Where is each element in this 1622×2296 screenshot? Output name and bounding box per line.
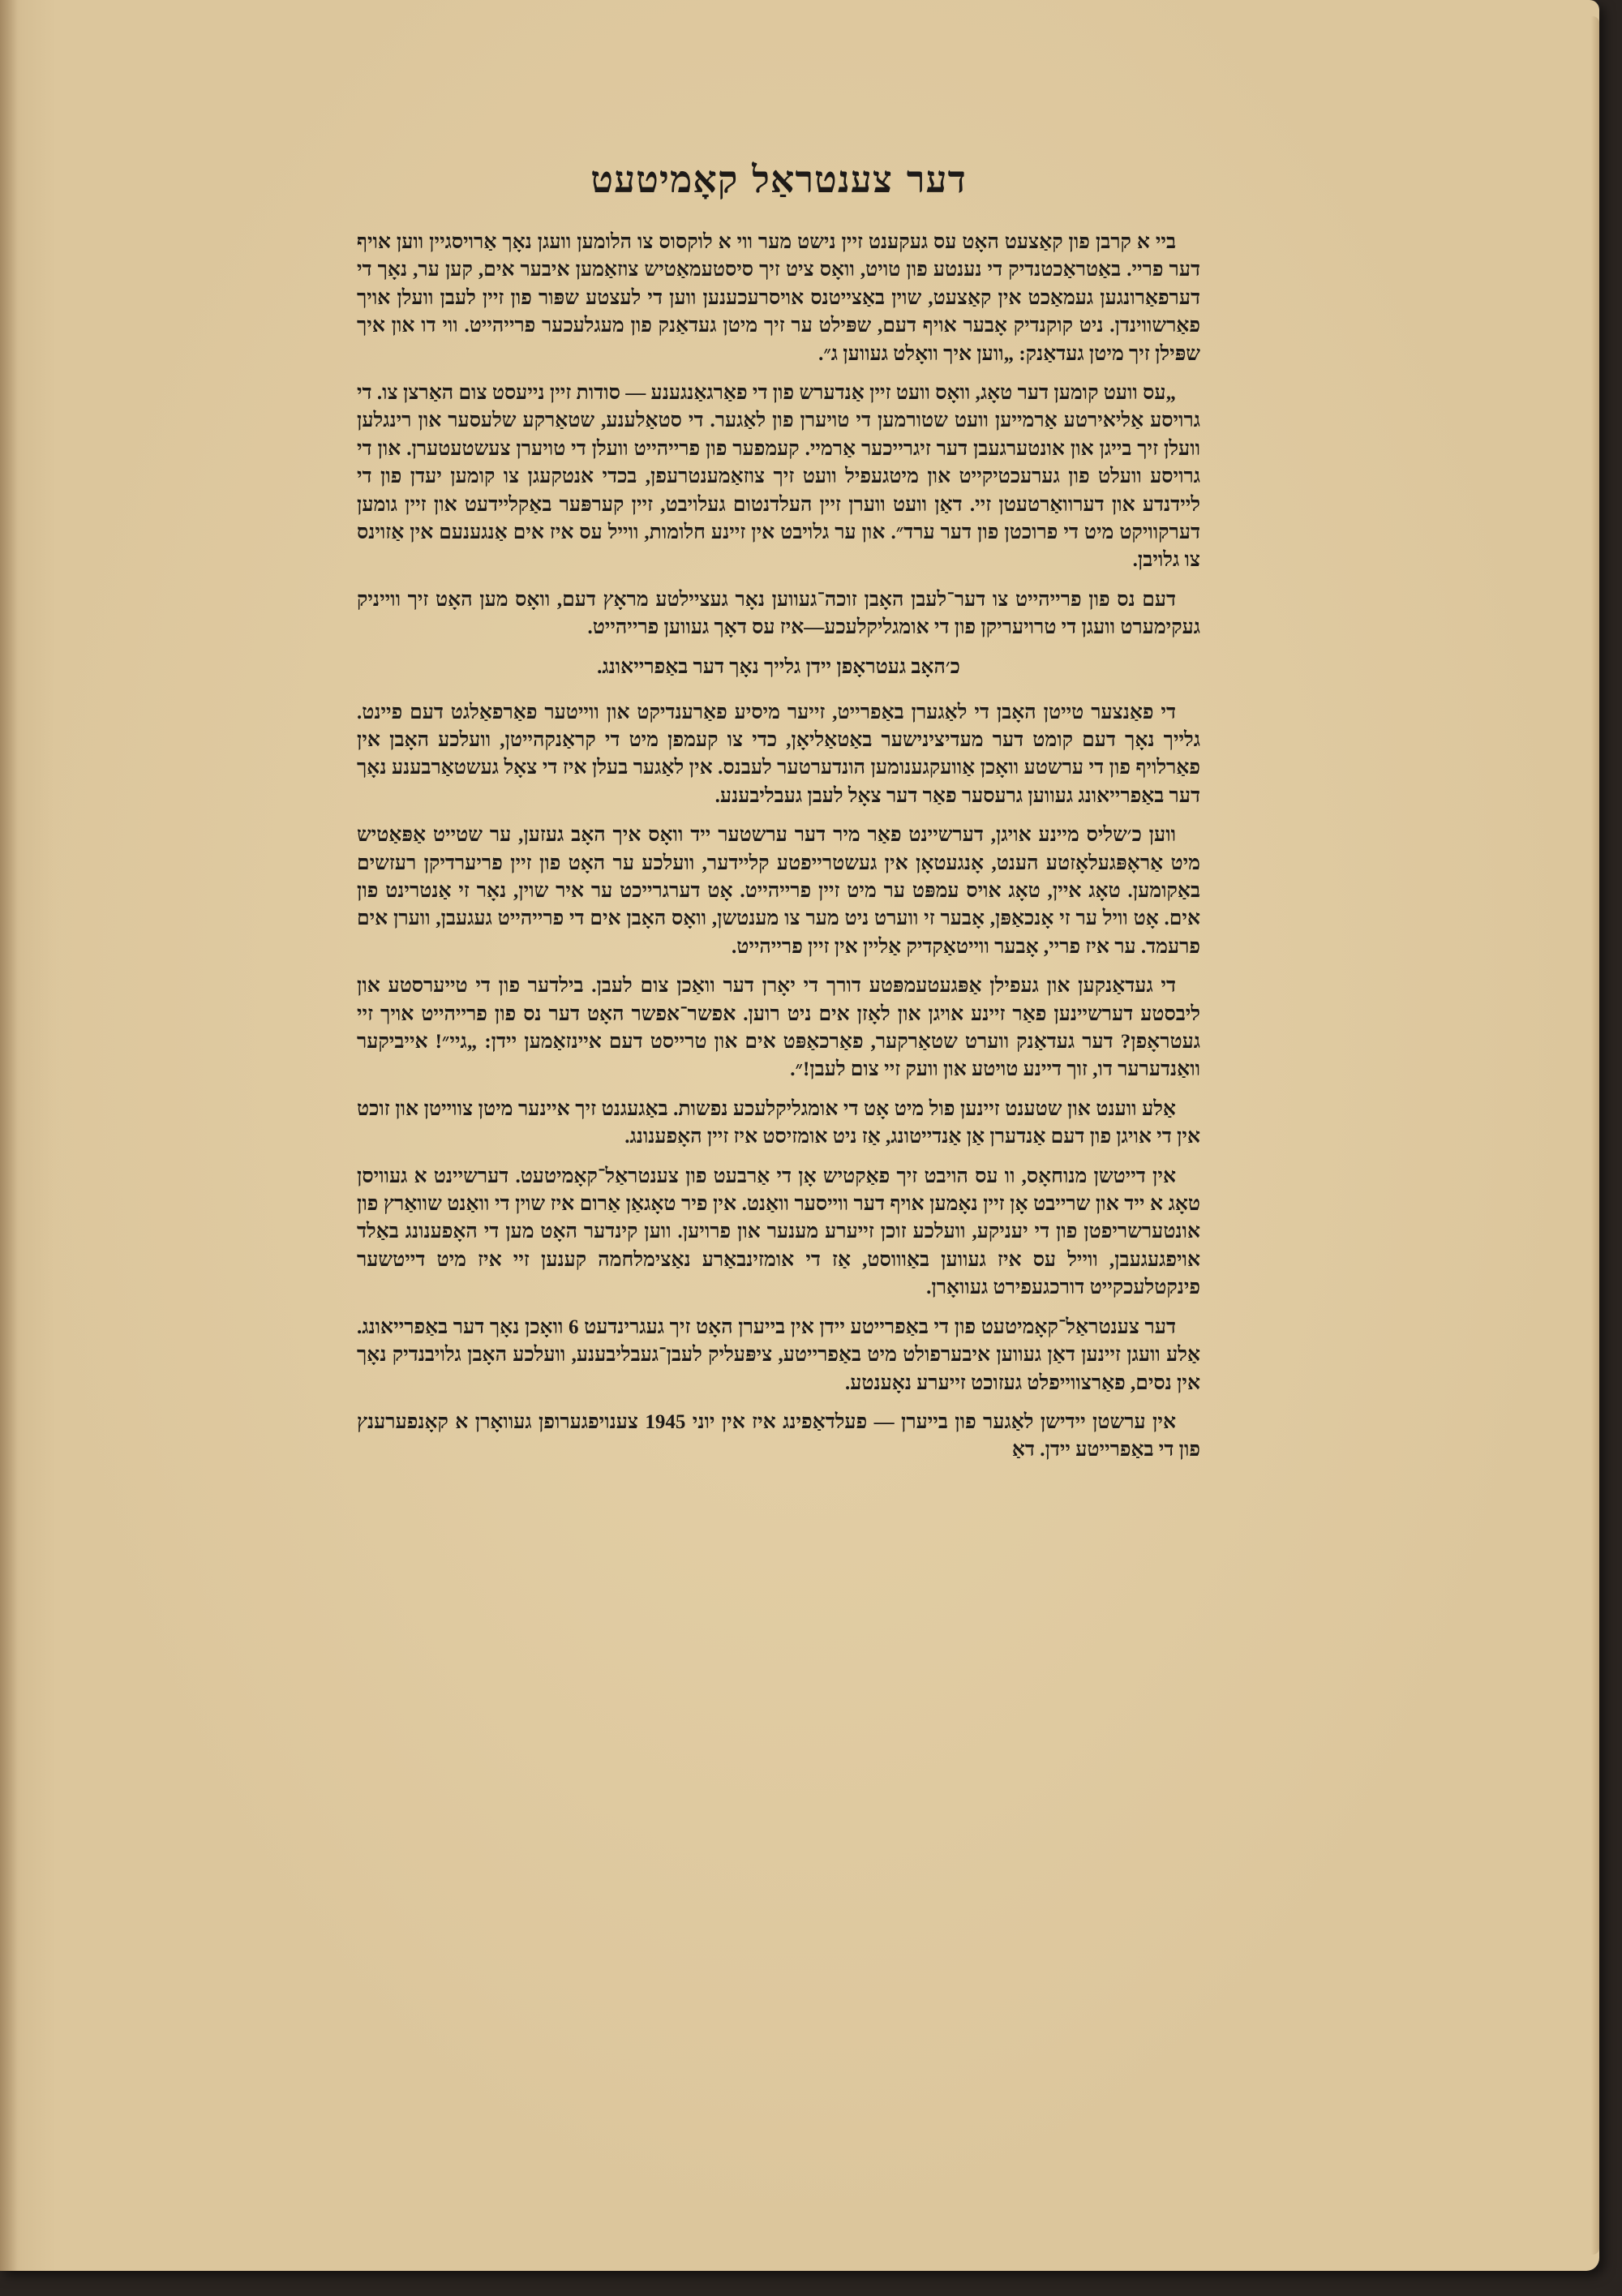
paragraph-9: דער צענטראַל־קאָמיטעט פון די באַפרייטע יידן אין בייערן האָט זיך געגרינדעט 6 וואָכן נאָך דער באַפרייאונג. אַלע וועגן זיינען דאַן געווען איבערפולט מיט באַפרייטע, ציפּעליק לעבן־געבליבענע, וועלכע האָבן גלויבנדיק נאָך אין נסים, פאַרצווייפלט געזוכט זייערע נאָענטע. (357, 1315, 1200, 1394)
paragraph-8: אין דייטשן מנוחאָס, וו עס הויבט זיך פאַקטיש אָן די אַרבעט פון צענטראַל־קאָמיטעט. דערשיינט א געוויסן טאָג א ייד און שרייבט אָן זיין נאָמען אויף דער ווייסער וואַנט. אין פיר טאָגאַן אַרום איז שוין די וואַנט שוואַרץ פון אונטערשריפטן פון די יעניקע, וועלכע זוכן זייערע מענער און פרויען. ווען קינדער האָט מען די האָפענונג באַלד אויפגעגעבן, ווייל עס איז געווען באַוווסט, אַז די אומזינבאַרע נאַצימלחמה קענען זיי איז מיט דייטשער פינקטלעכקייט דורכגעפירט געוואָרן. (357, 1165, 1200, 1299)
article (357, 158, 1200, 1476)
paragraph-6: די געדאַנקען און געפילן אַפּגעטעמפּטע דורך די יאָרן דער וואַכן צום לעבן. בילדער פון די טייערסטע און ליבסטע דערשיינען פאַר זיינע אויגן און לאָזן אים ניט רוען. אפשר־אפשר האָט דער נס פון פרייהייט אויך זיי געטראָפן? דער געדאַנק ווערט שטאַרקער, פאַרכאַפּט אים און טרייסט דעם איינזאַמען יידן: „גיי״! אייביקער וואַנדערער דו, זוך דיינע טויטע און וועק זיי צום לעבן!״. (357, 975, 1200, 1081)
paragraph-2: „עס וועט קומען דער טאָג, וואָס וועט זיין אַנדערש פון די פאַרגאַנגענע — סודות זיין נייעסט צום האַרצן צו. די גרויסע אַליאירטע אַרמייען וועט שטורמען די טויערן פון לאַגער. די סטאַלענע, שטאַרקע שלעסער און רינגלען וועלן זיך בייגן און אונטערגעבן דער זיגרייכער אַרמיי. קעמפער פון פרייהייט וועלן די טויערן צעשטעטערן. און די גרויסע וועלט פון גערעכטיקייט און מיטגעפיל וועט זיך צוזאַמענטרעפן, בכדי אנטקעגן צו קומען יעדן פון די ליידנדע און דערוואַרטעטן זיי. דאַן וועט ווערן זיין העלדנטום געלויבט, זיין קערפּער באַקליידעט און זיין גומען דערקוויקט מיט די פרוכטן פון דער ערד״. און ער גלויבט אין זיינע חלומות, ווייל עס איז אים אַנגענעם אין אַזוינס צו גלויבן. (357, 381, 1200, 572)
page-title: דער צענטראַל קאָמיטעט (590, 157, 967, 201)
page-edge (1591, 16, 1599, 2255)
paragraph-10: אין ערשטן יידישן לאַגער פון בייערן — פעלדאַפינג איז אין יוני 1945 צענויפגערופן געוואָרן א קאָנפערענץ פון די באַפרייטע יידן. דאַ (357, 1410, 1200, 1461)
paragraph-5: ווען כ׳שליס מיינע אויגן, דערשיינט פאַר מיר דער ערשטער ייד וואָס איך האָב געזען, ער שטייט אַפּאַטיש מיט אַראָפּגעלאָזטע הענט, אָנגעטאָן אין געשטרייפטע קליידער, וועלכע ער האָט פון זיין פריערדיקן רעזשים באַקומען. טאָג איין, טאָג אויס עמפּט ער מיט זיין פרייהייט. אָט דערגרייכט ער איר שוין, נאָר זי אַנטרינט פון אים. אָט וויל ער זי אָנכאַפּן, אָבער זי ווערט ניט מער צו מענטשן, וואָס האָבן אים די פרייהייט געגעבן, ווערן אים פרעמד. ער איז פריי, אָבער ווייטאַקדיק אַליין אין זיין פרייהייט. (357, 824, 1200, 958)
paragraph-3: דעם נס פון פרייהייט צו דער־לעבן האָבן זוכה־געווען נאָר געציילטע מראָץ דעם, וואָס מען האָט זיך ווייניק געקימערט וועגן די טרויעריקן פון די אומגליקלעכע—איז עס דאָך געווען פרייהייט. (357, 588, 1200, 639)
subheading: כ׳האָב געטראָפן יידן גלייך נאָך דער באַפרייאונג. (597, 655, 960, 678)
binding-shadow (0, 0, 18, 2271)
paragraph-1: ביי א קרבן פון קאַצעט האָט עס געקענט זיין נישט מער ווי א לוקסוס צו הלומען וועגן נאָך אַרויסגיין ווען אויף דער פריי. באַטראַכטנדיק די נענטע פון טויט, וואָס ציט זיך סיסטעמאַטיש צוזאַמען איבער אים, קען ער, נאָך די דערפאַרונגען געמאַכט אין קאַצעט, שוין באַצייטנס אויסרעכענען ווען די לעצטע שפּור פון זיין לעבן וועלן אויך פאַרשווינדן. ניט קוקנדיק אָבער אויף דעם, שפּילט ער זיך מיטן געדאַנק פון מעגלעכער פרייהייט. ווי דו און איך שפּילן זיך מיטן געדאַנק: „ווען איך וואָלט געווען ג״. (357, 230, 1200, 365)
paragraph-4: די פאַנצער טייטן האָבן די לאַגערן באַפרייט, זייער מיסיע פאַרענדיקט און ווייטער פאַרפאַלגט דעם פיינט. גלייך נאָך דעם קומט דער מעדיצינישער באַטאַליאָן, כדי צו קעמפן מיט די קראַנקהייטן, וועלכע האָבן אין פאַרלויף פון די ערשטע וואָכן אַוועקגענומען הונדערטער לעבנס. אין לאַגער בעלן איז די צאָל געשטאַרבענע נאָך דער באַפרייאונג געווען גרעסער פאַר דער צאָל לעבן געבליבענע. (357, 701, 1200, 807)
paragraph-7: אַלע ווענט און שטענט זיינען פול מיט אָט די אומגליקלעכע נפשות. באַגעגנט זיך איינער מיטן צווייטן און זוכט אין די אויגן פון דעם אַנדערן אַן אַנדייטונג, אַז ניט אומזיסט איז זיין האָפענונג. (357, 1097, 1200, 1148)
